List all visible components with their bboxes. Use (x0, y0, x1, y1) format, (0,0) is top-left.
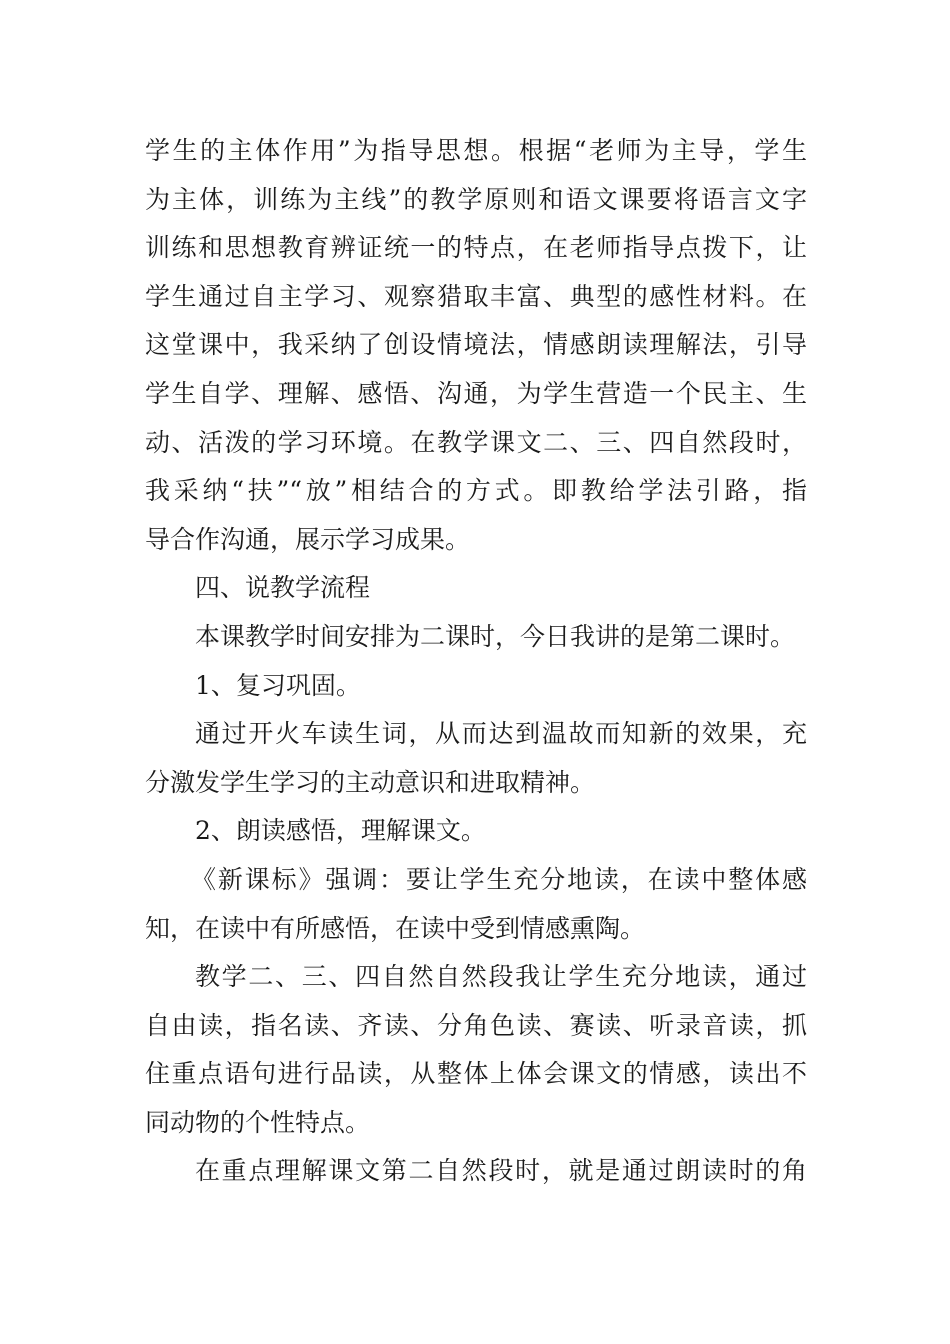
text-line: 知，在读中有所感悟，在读中受到情感熏陶。 (145, 913, 646, 943)
section-heading: 四、说教学流程 (195, 573, 371, 603)
text-line: 自由读，指名读、齐读、分角色读、赛读、听录音读，抓 (145, 1010, 807, 1040)
text-line: 教学二、三、四自然自然段我让学生充分地读，通过 (195, 962, 807, 992)
text-line: 《新课标》强调：要让学生充分地读，在读中整体感 (191, 864, 807, 894)
text-line: 导合作沟通，展示学习成果。 (145, 524, 471, 554)
text-line: 本课教学时间安排为二课时，今日我讲的是第二课时。 (195, 621, 796, 651)
text-line: 学生自学、理解、感悟、沟通，为学生营造一个民主、生 (145, 378, 807, 408)
text-line: 学生通过自主学习、观察猎取丰富、典型的感性材料。在 (145, 281, 807, 311)
numbered-heading: 1、复习巩固。 (195, 670, 361, 700)
text-line: 这堂课中，我采纳了创设情境法，情感朗读理解法，引导 (145, 330, 807, 360)
text-line: 同动物的个性特点。 (145, 1107, 371, 1137)
text-line: 分激发学生学习的主动意识和进取精神。 (145, 767, 596, 797)
text-line: 住重点语句进行品读，从整体上体会课文的情感，读出不 (145, 1059, 807, 1089)
text-line: 学生的主体作用”为指导思想。根据“老师为主导，学生 (145, 136, 807, 165)
text-line: 我采纳“扶”“放”相结合的方式。即教给学法引路，指 (145, 476, 807, 506)
text-line: 为主体，训练为主线”的教学原则和语文课要将语言文字 (145, 184, 807, 214)
text-line: 通过开火车读生词，从而达到温故而知新的效果，充 (195, 719, 807, 749)
text-line: 动、活泼的学习环境。在教学课文二、三、四自然段时， (145, 427, 807, 457)
body-text (145, 127, 807, 1196)
text-line: 训练和思想教育辨证统一的特点，在老师指导点拨下，让 (145, 233, 807, 263)
text-line: 在重点理解课文第二自然段时，就是通过朗读时的角 (195, 1156, 807, 1186)
numbered-heading: 2、朗读感悟，理解课文。 (195, 816, 486, 846)
